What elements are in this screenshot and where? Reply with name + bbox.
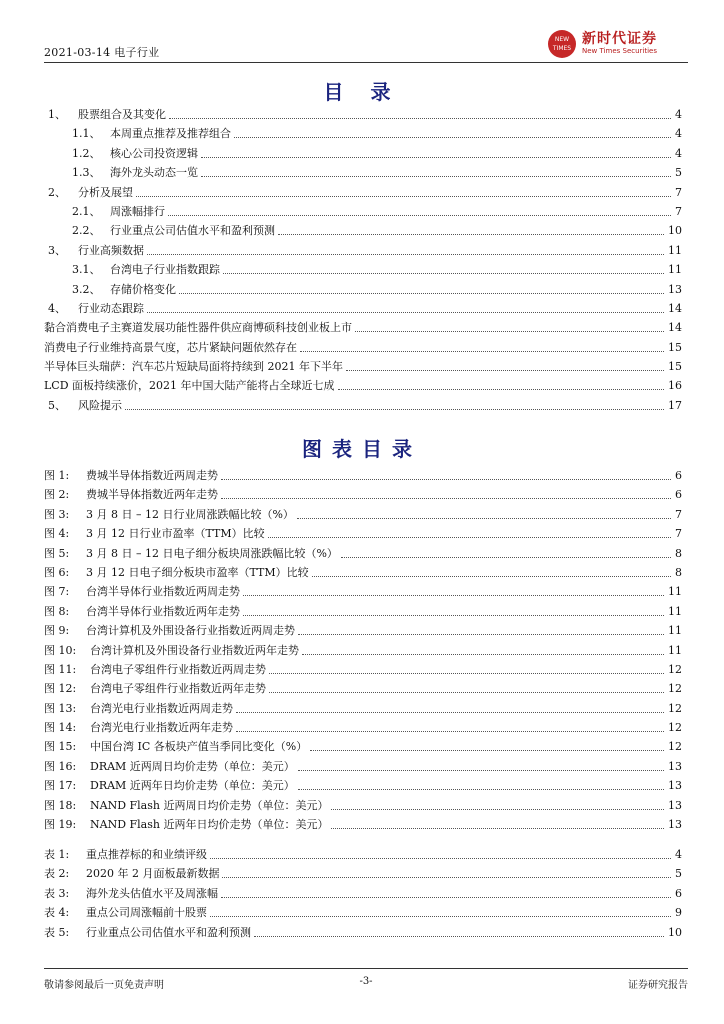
toc-entry-page: 5 xyxy=(675,166,682,180)
figure-entry-number: 图 14: xyxy=(44,721,77,735)
toc-entry[interactable] xyxy=(44,221,682,240)
leader-dots xyxy=(298,634,664,635)
table-entry[interactable] xyxy=(44,845,682,864)
page-header xyxy=(44,22,688,62)
figure-entry-page: 6 xyxy=(675,488,682,502)
table-entry[interactable] xyxy=(44,864,682,883)
logo-chinese-name: 新时代证券 xyxy=(582,31,657,47)
figure-entry-title: 台湾电子零组件行业指数近两周走势 xyxy=(90,662,266,676)
leader-dots xyxy=(147,254,664,255)
figure-entry-number: 图 16: xyxy=(44,759,77,773)
leader-dots xyxy=(234,137,671,138)
footer-disclaimer: 敬请参阅最后一页免责声明 xyxy=(44,980,164,991)
toc-entry-number: 2.1、 xyxy=(72,204,101,218)
leader-dots xyxy=(236,731,664,732)
footer-divider xyxy=(44,968,688,969)
leader-dots xyxy=(310,750,664,751)
table-entry-page: 5 xyxy=(675,867,682,881)
figure-entry-number: 图 6: xyxy=(44,565,70,579)
leader-dots xyxy=(201,157,671,158)
table-entry-page: 9 xyxy=(675,906,682,920)
leader-dots xyxy=(278,234,664,235)
figure-entry-page: 12 xyxy=(668,701,682,715)
figure-entry[interactable] xyxy=(44,621,682,640)
table-entry-page: 4 xyxy=(675,848,682,861)
toc-entry[interactable] xyxy=(44,318,682,337)
figure-entry[interactable] xyxy=(44,485,682,504)
figure-entry-page: 12 xyxy=(668,662,682,676)
figure-entry-page: 6 xyxy=(675,469,682,482)
figure-entry-title: 3 月 12 日行业市盈率（TTM）比较 xyxy=(86,527,265,541)
leader-dots xyxy=(298,770,664,771)
toc-entry-number: 1、 xyxy=(48,108,66,121)
toc-entry[interactable] xyxy=(44,144,682,163)
toc-entry-title: 分析及展望 xyxy=(78,185,133,199)
table-entry-number: 表 5: xyxy=(44,925,70,939)
figure-entry-title: 3 月 8 日 – 12 日电子细分板块周涨跌幅比较（%） xyxy=(86,546,338,560)
toc-entry-page: 13 xyxy=(668,282,682,296)
figure-entry-title: 台湾光电行业指数近两周走势 xyxy=(90,701,233,715)
toc-entry-title: 股票组合及其变化 xyxy=(78,108,166,121)
toc-entry-page: 15 xyxy=(668,340,682,354)
figure-entry[interactable] xyxy=(44,582,682,601)
table-entry-title: 行业重点公司估值水平和盈利预测 xyxy=(86,925,251,939)
leader-dots xyxy=(243,595,664,596)
table-entry-number: 表 4: xyxy=(44,906,70,920)
table-entry-page: 6 xyxy=(675,886,682,900)
toc-entry[interactable] xyxy=(44,299,682,318)
toc-entry-number: 1.2、 xyxy=(72,146,101,160)
company-logo xyxy=(548,26,688,60)
toc-entry-title: 行业重点公司估值水平和盈利预测 xyxy=(110,224,275,238)
leader-dots xyxy=(147,312,664,313)
leader-dots xyxy=(338,389,664,390)
table-entry[interactable] xyxy=(44,903,682,922)
toc-entry-title: 海外龙头动态一览 xyxy=(110,166,198,180)
toc-entry[interactable] xyxy=(44,357,682,376)
figure-entry-number: 图 12: xyxy=(44,682,77,696)
toc-entry[interactable] xyxy=(44,163,682,182)
toc-entry-number: 3.1、 xyxy=(72,263,101,277)
figure-entry[interactable] xyxy=(44,737,682,756)
toc-entry[interactable] xyxy=(44,280,682,299)
figure-entry[interactable] xyxy=(44,544,682,563)
toc-entry[interactable] xyxy=(44,338,682,357)
leader-dots xyxy=(355,331,664,332)
toc-entry-title: 核心公司投资逻辑 xyxy=(110,146,198,160)
figure-entry-number: 图 2: xyxy=(44,488,70,502)
leader-dots xyxy=(331,828,664,829)
figure-entry-title: 台湾计算机及外围设备行业指数近两年走势 xyxy=(90,643,299,657)
figure-entry-title: NAND Flash 近两年日均价走势（单位：美元） xyxy=(90,818,329,832)
figure-entry-page: 13 xyxy=(668,779,682,793)
table-list xyxy=(44,845,682,942)
figure-entry-number: 图 11: xyxy=(44,662,77,676)
figure-entry-title: 费城半导体指数近两年走势 xyxy=(86,488,218,502)
header-divider xyxy=(44,62,688,63)
toc-entry-title: 黏合消费电子主赛道发展功能性器件供应商博硕科技创业板上市 xyxy=(44,321,352,335)
leader-dots xyxy=(297,518,671,519)
page-number: -3- xyxy=(359,976,373,987)
toc-entry-number: 4、 xyxy=(48,301,66,315)
leader-dots xyxy=(269,673,664,674)
figure-entry-page: 7 xyxy=(675,527,682,541)
figure-entry-page: 11 xyxy=(668,643,682,657)
toc-list xyxy=(44,105,682,415)
figure-entry-number: 图 7: xyxy=(44,585,70,599)
toc-entry[interactable] xyxy=(44,105,682,124)
figure-entry-title: NAND Flash 近两周日均价走势（单位：美元） xyxy=(90,798,329,812)
figure-entry[interactable] xyxy=(44,641,682,660)
leader-dots xyxy=(268,537,671,538)
toc-entry-page: 4 xyxy=(675,127,682,141)
toc-entry-number: 2、 xyxy=(48,185,66,199)
leader-dots xyxy=(312,576,671,577)
toc-entry-title: 行业动态跟踪 xyxy=(78,301,144,315)
figure-entry[interactable] xyxy=(44,679,682,698)
toc-entry-page: 11 xyxy=(668,263,682,277)
figure-entry[interactable] xyxy=(44,776,682,795)
figure-entry-number: 图 3: xyxy=(44,507,70,521)
table-entry-title: 海外龙头估值水平及周涨幅 xyxy=(86,886,218,900)
leader-dots xyxy=(221,479,671,480)
leader-dots xyxy=(169,118,671,119)
leader-dots xyxy=(221,498,671,499)
toc-entry-title: 存储价格变化 xyxy=(110,282,176,296)
toc-entry-page: 7 xyxy=(675,185,682,199)
table-entry-title: 重点推荐标的和业绩评级 xyxy=(86,848,207,861)
leader-dots xyxy=(201,176,671,177)
figure-entry-number: 图 13: xyxy=(44,701,77,715)
figure-entry-page: 7 xyxy=(675,507,682,521)
toc-entry[interactable] xyxy=(44,202,682,221)
figure-entry-number: 图 18: xyxy=(44,798,77,812)
figure-entry[interactable] xyxy=(44,699,682,718)
figure-entry-title: 台湾电子零组件行业指数近两年走势 xyxy=(90,682,266,696)
figure-entry-title: 台湾半导体行业指数近两周走势 xyxy=(86,585,240,599)
toc-entry[interactable] xyxy=(44,241,682,260)
figure-entry-title: 中国台湾 IC 各板块产值当季同比变化（%） xyxy=(90,740,308,754)
figure-entry-number: 图 9: xyxy=(44,624,70,638)
leader-dots xyxy=(136,196,671,197)
toc-entry-number: 1.3、 xyxy=(72,166,101,180)
header-date-industry: 2021-03-14 电子行业 xyxy=(44,46,160,59)
footer-report-type: 证券研究报告 xyxy=(628,980,688,991)
toc-entry-title: 半导体巨头瑞萨：汽车芯片短缺局面将持续到 2021 年下半年 xyxy=(44,360,343,374)
figure-entry-page: 11 xyxy=(668,585,682,599)
leader-dots xyxy=(168,215,671,216)
leader-dots xyxy=(222,877,671,878)
figure-entry-number: 图 1: xyxy=(44,469,70,482)
figure-entry[interactable] xyxy=(44,524,682,543)
toc-entry-page: 4 xyxy=(675,146,682,160)
figure-entry-title: 费城半导体指数近两周走势 xyxy=(86,469,218,482)
toc-entry-title: 台湾电子行业指数跟踪 xyxy=(110,263,220,277)
figure-entry-number: 图 5: xyxy=(44,546,70,560)
figure-entry[interactable] xyxy=(44,602,682,621)
leader-dots xyxy=(210,858,671,859)
figure-entry-number: 图 8: xyxy=(44,604,70,618)
logo-badge-icon: NEW TIMES xyxy=(548,30,576,58)
logo-english-name: New Times Securities xyxy=(582,47,657,55)
toc-entry[interactable] xyxy=(44,396,682,415)
leader-dots xyxy=(210,916,671,917)
toc-entry-page: 4 xyxy=(675,108,682,121)
figure-entry-page: 8 xyxy=(675,546,682,560)
figure-entry[interactable] xyxy=(44,815,682,834)
leader-dots xyxy=(302,654,664,655)
figure-entry-page: 12 xyxy=(668,721,682,735)
table-entry-number: 表 1: xyxy=(44,848,70,861)
toc-entry-page: 14 xyxy=(668,321,682,335)
toc-entry-number: 3、 xyxy=(48,243,66,257)
figure-entry-page: 13 xyxy=(668,818,682,832)
figure-entry-title: 3 月 12 日电子细分板块市盈率（TTM）比较 xyxy=(86,565,309,579)
figure-entry-number: 图 15: xyxy=(44,740,77,754)
figure-entry-page: 13 xyxy=(668,798,682,812)
toc-entry-number: 3.2、 xyxy=(72,282,101,296)
toc-title: 目 录 xyxy=(323,80,401,104)
toc-entry[interactable] xyxy=(44,376,682,395)
figure-entry-number: 图 17: xyxy=(44,779,77,793)
toc-entry-page: 14 xyxy=(668,301,682,315)
leader-dots xyxy=(223,273,664,274)
figure-entry[interactable] xyxy=(44,796,682,815)
leader-dots xyxy=(346,370,664,371)
leader-dots xyxy=(300,351,664,352)
toc-entry[interactable] xyxy=(44,183,682,202)
leader-dots xyxy=(221,897,671,898)
toc-entry-page: 16 xyxy=(668,379,682,393)
figure-entry-page: 11 xyxy=(668,604,682,618)
figure-entry[interactable] xyxy=(44,563,682,582)
toc-entry-number: 1.1、 xyxy=(72,127,101,141)
toc-entry-title: 行业高频数据 xyxy=(78,243,144,257)
toc-entry-title: 本周重点推荐及推荐组合 xyxy=(110,127,231,141)
figure-entry-page: 11 xyxy=(668,624,682,638)
figure-entry-page: 13 xyxy=(668,759,682,773)
table-entry-page: 10 xyxy=(668,925,682,939)
leader-dots xyxy=(179,293,664,294)
figure-entry-number: 图 4: xyxy=(44,527,70,541)
table-entry[interactable] xyxy=(44,923,682,942)
toc-entry-number: 5、 xyxy=(48,398,66,412)
leader-dots xyxy=(254,936,664,937)
figure-entry[interactable] xyxy=(44,757,682,776)
figure-entry-page: 12 xyxy=(668,740,682,754)
toc-entry-title: LCD 面板持续涨价，2021 年中国大陆产能将占全球近七成 xyxy=(44,379,335,393)
figure-entry-number: 图 10: xyxy=(44,643,77,657)
figure-entry-page: 12 xyxy=(668,682,682,696)
figure-entry-number: 图 19: xyxy=(44,818,77,832)
toc-entry-title: 消费电子行业维持高景气度，芯片紧缺问题依然存在 xyxy=(44,340,297,354)
toc-entry[interactable] xyxy=(44,260,682,279)
figures-title: 图表目录 xyxy=(302,437,422,461)
figure-entry-title: 3 月 8 日 – 12 日行业周涨跌幅比较（%） xyxy=(86,507,294,521)
figure-entry-title: DRAM 近两年日均价走势（单位：美元） xyxy=(90,779,295,793)
table-entry-number: 表 3: xyxy=(44,886,70,900)
figure-entry[interactable] xyxy=(44,505,682,524)
figure-entry-page: 8 xyxy=(675,565,682,579)
leader-dots xyxy=(341,557,671,558)
toc-entry-number: 2.2、 xyxy=(72,224,101,238)
figure-list xyxy=(44,466,682,834)
leader-dots xyxy=(236,712,664,713)
toc-entry-title: 周涨幅排行 xyxy=(110,204,165,218)
figure-entry[interactable] xyxy=(44,660,682,679)
leader-dots xyxy=(125,409,664,410)
figure-entry-title: 台湾光电行业指数近两年走势 xyxy=(90,721,233,735)
toc-entry-page: 7 xyxy=(675,204,682,218)
table-entry-number: 表 2: xyxy=(44,867,70,881)
leader-dots xyxy=(298,789,664,790)
toc-entry-page: 15 xyxy=(668,360,682,374)
toc-entry-title: 风险提示 xyxy=(78,398,122,412)
toc-entry-page: 17 xyxy=(668,398,682,412)
toc-entry-page: 11 xyxy=(668,243,682,257)
toc-entry[interactable] xyxy=(44,124,682,143)
figure-entry[interactable] xyxy=(44,718,682,737)
figure-entry[interactable] xyxy=(44,466,682,485)
table-entry-title: 重点公司周涨幅前十股票 xyxy=(86,906,207,920)
table-entry[interactable] xyxy=(44,884,682,903)
figure-entry-title: DRAM 近两周日均价走势（单位：美元） xyxy=(90,759,295,773)
table-entry-title: 2020 年 2 月面板最新数据 xyxy=(86,867,220,881)
figure-entry-title: 台湾半导体行业指数近两年走势 xyxy=(86,604,240,618)
toc-entry-page: 10 xyxy=(668,224,682,238)
leader-dots xyxy=(331,809,664,810)
figure-entry-title: 台湾计算机及外围设备行业指数近两周走势 xyxy=(86,624,295,638)
leader-dots xyxy=(269,692,664,693)
leader-dots xyxy=(243,615,664,616)
